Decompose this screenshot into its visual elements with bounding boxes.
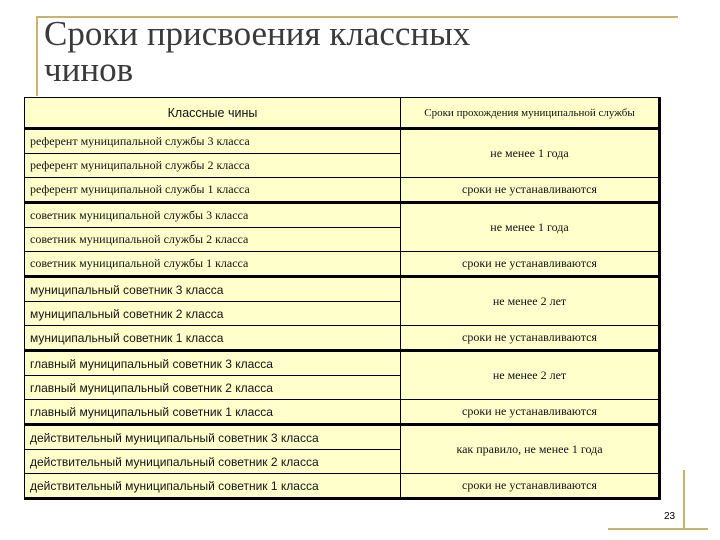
rank-cell: главный муниципальный советник 3 класса [25,351,401,376]
term-cell: как правило, не менее 1 года [401,425,660,474]
table-row [25,425,660,450]
rank-cell: действительный муниципальный советник 3 класса [25,425,401,450]
table-row [25,203,660,228]
column-header-ranks: Классные чины [25,98,401,129]
term-cell: сроки не устанавливаются [401,178,660,203]
decor-horizontal-line-bottom [608,528,708,530]
rank-cell: референт муниципальной службы 3 класса [25,129,401,154]
term-cell: сроки не устанавливаются [401,474,660,499]
decor-vertical-line-bottom [683,470,685,530]
column-header-terms: Сроки прохождения муниципальной службы [401,98,660,129]
rank-cell: советник муниципальной службы 2 класса [25,228,401,252]
table-row [25,277,660,302]
term-cell: сроки не устанавливаются [401,400,660,425]
rank-cell: муниципальный советник 1 класса [25,326,401,351]
term-cell: сроки не устанавливаются [401,326,660,351]
term-cell: не менее 1 года [401,129,660,178]
rank-cell: главный муниципальный советник 2 класса [25,376,401,400]
rank-cell: референт муниципальной службы 1 класса [25,178,401,203]
ranks-table [24,97,661,500]
term-cell: не менее 1 года [401,203,660,252]
table-row [25,474,660,499]
table-row [25,178,660,203]
table-header-row [25,98,660,129]
term-cell: сроки не устанавливаются [401,252,660,277]
rank-cell: действительный муниципальный советник 1 класса [25,474,401,499]
rank-cell: муниципальный советник 2 класса [25,302,401,326]
rank-cell: действительный муниципальный советник 2 класса [25,450,401,474]
table-row [25,400,660,425]
table-row [25,351,660,376]
title-line-2: чинов [44,50,134,89]
rank-cell: главный муниципальный советник 1 класса [25,400,401,425]
rank-cell: референт муниципальной службы 2 класса [25,154,401,178]
table-row [25,129,660,154]
page-number: 23 [664,511,676,522]
rank-cell: советник муниципальной службы 3 класса [25,203,401,228]
table-row [25,326,660,351]
table-row [25,252,660,277]
slide-title [44,16,644,88]
title-line-1: Сроки присвоения классных [44,14,471,53]
decor-vertical-line [36,16,38,96]
term-cell: не менее 2 лет [401,277,660,326]
rank-cell: советник муниципальной службы 1 класса [25,252,401,277]
rank-cell: муниципальный советник 3 класса [25,277,401,302]
term-cell: не менее 2 лет [401,351,660,400]
